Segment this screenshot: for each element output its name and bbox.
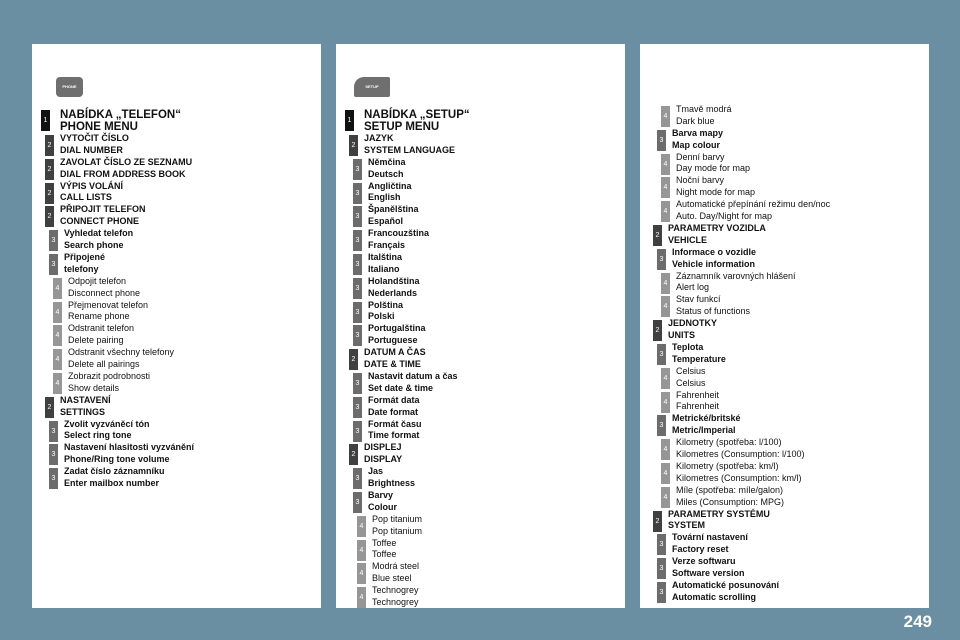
level-badge: 3 xyxy=(353,468,362,489)
level-badge: 3 xyxy=(657,534,666,555)
level-badge: 2 xyxy=(349,349,358,370)
menu-item-label xyxy=(68,371,150,394)
level-badge: 3 xyxy=(657,582,666,603)
level-badge: 2 xyxy=(45,135,54,156)
label-english: Technogrey xyxy=(372,596,419,607)
menu-item-label xyxy=(676,199,830,222)
level-badge: 1 xyxy=(345,110,354,131)
label-english: Status of functions xyxy=(676,306,751,317)
label-english: telefony xyxy=(64,263,99,274)
label-local: JAZYK xyxy=(364,133,394,143)
label-english: Auto. Day/Night for map xyxy=(676,210,773,221)
label-english: Delete all pairings xyxy=(68,358,140,369)
label-local: VYTOČIT ČÍSLO xyxy=(60,133,129,143)
menu-item-label xyxy=(672,342,726,365)
label-local: JEDNOTKY xyxy=(668,318,718,329)
label-local: Španělština xyxy=(368,204,419,215)
level-badge: 4 xyxy=(661,368,670,389)
label-english: Alert log xyxy=(676,282,710,293)
label-local: PŘIPOJIT TELEFON xyxy=(60,204,146,215)
label-english: UNITS xyxy=(668,329,695,340)
level-badge: 4 xyxy=(661,463,670,484)
setup-menu-panel xyxy=(336,44,625,608)
label-local: Záznamník varovných hlášení xyxy=(676,270,796,281)
label-english: Deutsch xyxy=(368,168,404,179)
menu-item-label xyxy=(372,538,396,561)
level-badge: 4 xyxy=(53,278,62,299)
menu-item-label xyxy=(60,133,129,156)
level-badge: 4 xyxy=(53,325,62,346)
level-badge: 3 xyxy=(49,421,58,442)
label-english: Brightness xyxy=(368,477,416,488)
label-local: DISPLEJ xyxy=(364,442,402,453)
setup-icon: SETUP xyxy=(354,77,390,97)
menu-item-label xyxy=(676,390,719,413)
menu-item-label xyxy=(364,442,402,465)
menu-item-label xyxy=(372,514,422,537)
label-english: Temperature xyxy=(672,353,726,364)
level-badge: 4 xyxy=(661,296,670,317)
menu-item-label xyxy=(668,509,770,532)
menu-item-label xyxy=(676,294,750,317)
label-local: Portugalština xyxy=(368,323,426,334)
menu-item-label xyxy=(368,419,422,442)
label-english: Vehicle information xyxy=(672,258,756,269)
level-badge: 3 xyxy=(353,421,362,442)
label-local: Barva mapy xyxy=(672,127,724,138)
menu-item-label xyxy=(64,466,165,489)
menu-item-label xyxy=(368,228,429,251)
label-local: PARAMETRY SYSTÉMU xyxy=(668,508,770,519)
label-english: Miles (Consumption: MPG) xyxy=(676,496,785,507)
menu-item-label xyxy=(64,419,150,442)
level-badge: 2 xyxy=(349,444,358,465)
label-english: Factory reset xyxy=(672,544,729,555)
menu-item-label xyxy=(676,366,706,389)
menu-item-label xyxy=(368,466,415,489)
menu-item-label xyxy=(68,300,148,323)
label-local: Zobrazit podrobnosti xyxy=(68,371,151,381)
label-local: VÝPIS VOLÁNÍ xyxy=(60,180,124,191)
label-local: Jas xyxy=(368,466,384,477)
label-local: Formát času xyxy=(368,418,422,429)
label-english: DIAL FROM ADDRESS BOOK xyxy=(60,168,186,179)
label-english: Nederlands xyxy=(368,287,418,298)
level-badge: 2 xyxy=(45,206,54,227)
level-badge: 4 xyxy=(661,392,670,413)
label-local: NASTAVENÍ xyxy=(60,394,111,405)
label-english: Select ring tone xyxy=(64,430,132,441)
level-badge: 2 xyxy=(45,183,54,204)
label-english: Date format xyxy=(368,406,419,417)
label-local: Kilometry (spotřeba: km/l) xyxy=(676,461,779,471)
menu-item-label xyxy=(68,347,174,370)
menu-item-label xyxy=(368,300,403,323)
label-english: Toffee xyxy=(372,549,397,560)
menu-item-label xyxy=(60,109,181,133)
menu-item-label xyxy=(372,585,419,608)
label-english: SETTINGS xyxy=(60,406,106,417)
label-local: Odpojit telefon xyxy=(68,275,127,286)
label-local: DATUM A ČAS xyxy=(364,347,426,358)
label-local: PARAMETRY VOZIDLA xyxy=(668,223,766,233)
label-local: Barvy xyxy=(368,490,394,500)
label-english: Delete pairing xyxy=(68,335,124,346)
label-local: Fahrenheit xyxy=(676,389,720,400)
level-badge: 4 xyxy=(53,373,62,394)
menu-item-label xyxy=(676,461,802,484)
level-badge: 4 xyxy=(661,177,670,198)
level-badge: 4 xyxy=(53,302,62,323)
label-local: Modrá steel xyxy=(372,561,420,572)
label-local: Toffee xyxy=(372,537,397,548)
menu-item-label xyxy=(60,204,146,227)
label-english: Show details xyxy=(68,382,120,393)
menu-item-label xyxy=(676,437,805,460)
label-local: Míle (spotřeba: míle/galon) xyxy=(676,484,784,495)
label-local: NABÍDKA „TELEFON“ xyxy=(60,109,181,121)
level-badge: 3 xyxy=(353,206,362,227)
menu-item-label xyxy=(672,532,748,555)
label-local: Informace o vozidle xyxy=(672,246,757,257)
level-badge: 4 xyxy=(661,439,670,460)
menu-item-label xyxy=(668,318,717,341)
menu-item-label xyxy=(364,109,470,133)
label-english: Kilometres (Consumption: km/l) xyxy=(676,472,802,483)
label-local: Verze softwaru xyxy=(672,556,736,567)
level-badge: 2 xyxy=(653,511,662,532)
level-badge: 3 xyxy=(353,397,362,418)
label-local: Italština xyxy=(368,252,403,262)
menu-item-label xyxy=(64,252,105,275)
label-english: VEHICLE xyxy=(668,234,708,245)
label-english: Enter mailbox number xyxy=(64,477,160,488)
label-english: Time format xyxy=(368,430,420,441)
level-badge: 4 xyxy=(661,487,670,508)
label-local: Odstranit telefon xyxy=(68,323,135,334)
label-english: Fahrenheit xyxy=(676,401,720,412)
level-badge: 3 xyxy=(353,302,362,323)
menu-item-label xyxy=(60,157,192,180)
label-local: Zvolit vyzváněcí tón xyxy=(64,418,150,429)
level-badge: 3 xyxy=(353,254,362,275)
level-badge: 3 xyxy=(657,558,666,579)
level-badge: 3 xyxy=(353,278,362,299)
label-english: Rename phone xyxy=(68,311,130,322)
label-english: SETUP MENU xyxy=(364,121,440,133)
level-badge: 4 xyxy=(661,201,670,222)
menu-item-label xyxy=(368,395,420,418)
label-local: Celsius xyxy=(676,365,706,376)
menu-item-label xyxy=(68,276,140,299)
menu-item-label xyxy=(368,371,458,394)
menu-item-label xyxy=(60,395,111,418)
level-badge: 1 xyxy=(41,110,50,131)
label-english: SYSTEM xyxy=(668,520,706,531)
label-local: Teplota xyxy=(672,342,704,352)
label-english: English xyxy=(368,192,401,203)
menu-item-label xyxy=(368,157,406,180)
label-english: Español xyxy=(368,216,404,227)
menu-item-label xyxy=(672,247,756,270)
label-english: DISPLAY xyxy=(364,454,403,465)
label-english: Disconnect phone xyxy=(68,287,141,298)
label-english: Search phone xyxy=(64,239,124,250)
label-local: Denní barvy xyxy=(676,151,725,162)
level-badge: 3 xyxy=(353,325,362,346)
label-local: Němčina xyxy=(368,156,406,167)
label-english: Colour xyxy=(368,501,397,512)
level-badge: 4 xyxy=(661,154,670,175)
menu-item-label xyxy=(676,485,784,508)
label-local: Kilometry (spotřeba: l/100) xyxy=(676,437,782,448)
label-english: Phone/Ring tone volume xyxy=(64,454,170,465)
menu-item-label xyxy=(368,276,420,299)
menu-item-label xyxy=(676,271,796,294)
label-local: Metrické/britské xyxy=(672,413,741,424)
menu-item-label xyxy=(64,442,194,465)
level-badge: 3 xyxy=(49,230,58,251)
label-local: Vyhledat telefon xyxy=(64,228,134,239)
label-local: Francouzština xyxy=(368,228,430,239)
level-badge: 2 xyxy=(45,159,54,180)
label-local: Odstranit všechny telefony xyxy=(68,347,175,358)
label-english: DATE & TIME xyxy=(364,358,421,369)
label-english: Dark blue xyxy=(676,115,715,126)
label-local: Automatické přepínání režimu den/noc xyxy=(676,199,831,210)
phone-icon: PHONE xyxy=(56,77,83,97)
label-local: Holandština xyxy=(368,275,420,286)
label-english: Blue steel xyxy=(372,573,412,584)
level-badge: 2 xyxy=(349,135,358,156)
level-badge: 4 xyxy=(357,587,366,608)
label-local: Tmavě modrá xyxy=(676,104,732,114)
label-local: NABÍDKA „SETUP“ xyxy=(364,109,470,121)
label-local: Pop titanium xyxy=(372,513,423,524)
label-english: Automatic scrolling xyxy=(672,591,757,602)
label-english: SYSTEM LANGUAGE xyxy=(364,144,456,155)
label-english: Metric/Imperial xyxy=(672,425,736,436)
level-badge: 2 xyxy=(653,225,662,246)
level-badge: 4 xyxy=(53,349,62,370)
level-badge: 3 xyxy=(49,444,58,465)
label-local: Připojené xyxy=(64,252,106,262)
phone-menu-panel xyxy=(32,44,321,608)
level-badge: 3 xyxy=(657,130,666,151)
label-english: Polski xyxy=(368,311,395,322)
label-english: Night mode for map xyxy=(676,187,756,198)
page-number: 249 xyxy=(903,612,932,631)
menu-item-label xyxy=(668,223,766,246)
label-local: Přejmenovat telefon xyxy=(68,299,149,310)
level-badge: 4 xyxy=(661,273,670,294)
level-badge: 4 xyxy=(357,540,366,561)
label-local: Nastavení hlasitosti vyzvánění xyxy=(64,442,195,453)
label-local: Tovární nastavení xyxy=(672,532,748,543)
menu-item-label xyxy=(676,104,732,127)
label-local: Polština xyxy=(368,299,404,310)
label-english: Day mode for map xyxy=(676,163,751,174)
label-english: Portuguese xyxy=(368,335,418,346)
level-badge: 4 xyxy=(661,106,670,127)
menu-item-label xyxy=(672,413,741,436)
label-english: PHONE MENU xyxy=(60,121,138,133)
label-local: Automatické posunování xyxy=(672,580,780,590)
menu-item-label xyxy=(368,323,426,346)
level-badge: 3 xyxy=(353,230,362,251)
label-local: Zadat číslo záznamníku xyxy=(64,466,165,477)
level-badge: 2 xyxy=(45,397,54,418)
label-english: Software version xyxy=(672,567,745,578)
label-english: Pop titanium xyxy=(372,525,423,536)
level-badge: 3 xyxy=(657,415,666,436)
menu-item-label xyxy=(368,181,412,204)
label-local: Stav funkcí xyxy=(676,294,721,305)
menu-item-label xyxy=(364,133,455,156)
label-english: Celsius xyxy=(676,377,706,388)
setup-menu-continued-panel xyxy=(640,44,929,608)
label-english: Map colour xyxy=(672,139,721,150)
label-english: CALL LISTS xyxy=(60,192,112,203)
level-badge: 4 xyxy=(357,516,366,537)
label-english: Italiano xyxy=(368,263,400,274)
menu-item-label xyxy=(672,580,779,603)
label-local: Technogrey xyxy=(372,585,419,596)
menu-item-label xyxy=(672,556,745,579)
menu-item-label xyxy=(364,347,426,370)
menu-item-label xyxy=(368,252,402,275)
label-local: Noční barvy xyxy=(676,175,725,186)
label-local: Nastavit datum a čas xyxy=(368,371,458,381)
level-badge: 4 xyxy=(357,563,366,584)
menu-item-label xyxy=(64,228,133,251)
level-badge: 3 xyxy=(353,373,362,394)
menu-item-label xyxy=(68,323,134,346)
label-english: CONNECT PHONE xyxy=(60,216,140,227)
label-english: Kilometres (Consumption: l/100) xyxy=(676,448,805,459)
label-english: DIAL NUMBER xyxy=(60,144,123,155)
menu-item-label xyxy=(368,490,397,513)
label-english: Set date & time xyxy=(368,382,434,393)
level-badge: 3 xyxy=(657,344,666,365)
menu-item-label xyxy=(372,561,419,584)
level-badge: 3 xyxy=(49,468,58,489)
label-local: Angličtina xyxy=(368,180,412,191)
level-badge: 3 xyxy=(353,159,362,180)
level-badge: 3 xyxy=(353,183,362,204)
level-badge: 2 xyxy=(653,320,662,341)
level-badge: 3 xyxy=(353,492,362,513)
label-local: Formát data xyxy=(368,394,420,405)
label-english: Français xyxy=(368,239,406,250)
level-badge: 3 xyxy=(657,249,666,270)
menu-item-label xyxy=(676,175,755,198)
label-local: ZAVOLAT ČÍSLO ZE SEZNAMU xyxy=(60,156,193,167)
menu-item-label xyxy=(676,152,750,175)
menu-item-label xyxy=(672,128,723,151)
menu-item-label xyxy=(60,181,123,204)
menu-item-label xyxy=(368,204,419,227)
level-badge: 3 xyxy=(49,254,58,275)
